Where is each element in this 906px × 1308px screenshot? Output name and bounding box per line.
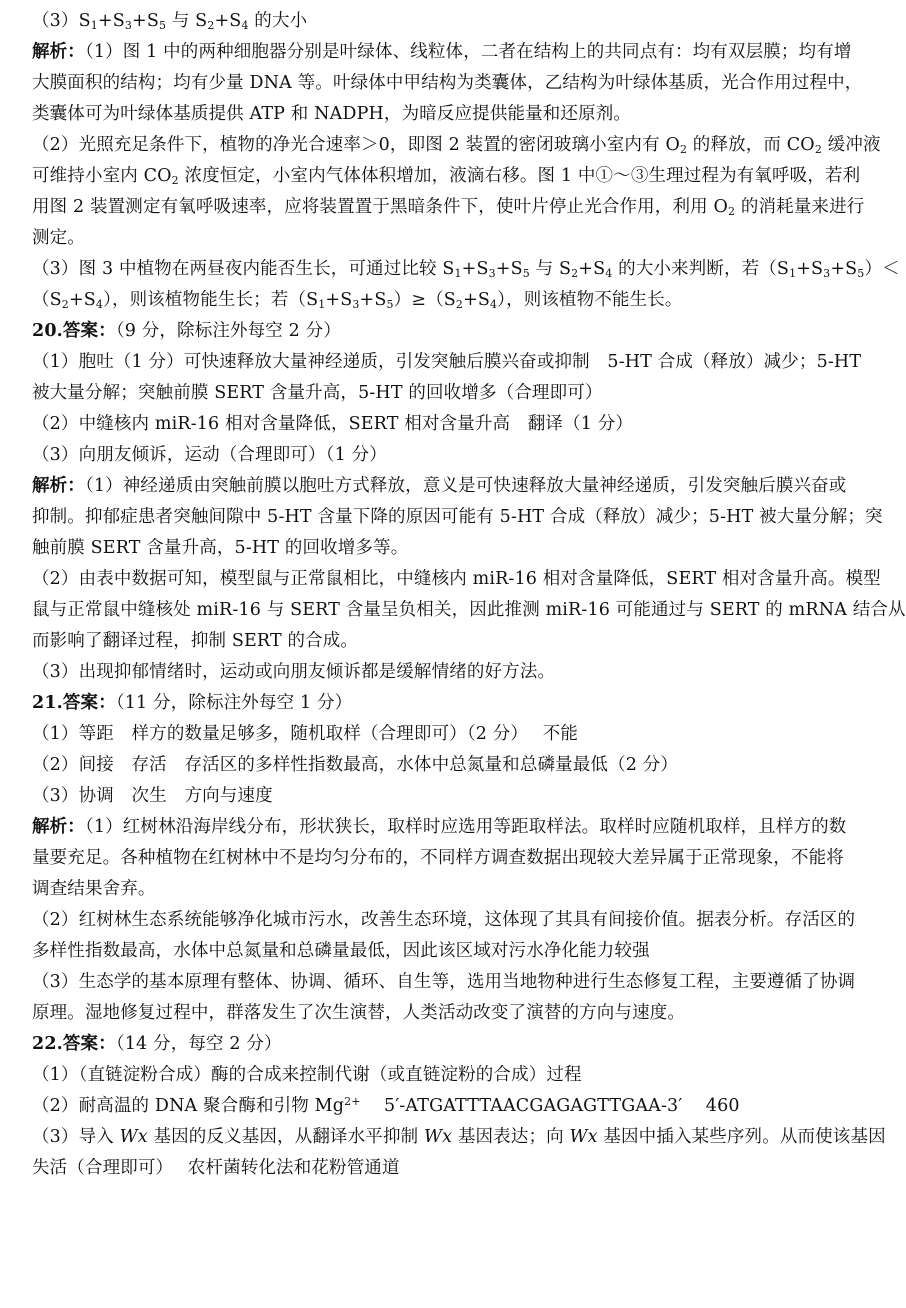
text-line [32,533,872,564]
text-line [32,192,872,223]
text-run: +S [132,11,159,31]
text-run: 而影响了翻译过程，抑制 SERT 的合成。 [32,631,359,651]
text-line [32,936,872,967]
subscript: 3 [124,19,132,32]
subscript: 2 [814,143,822,156]
text-line [32,316,872,347]
text-line [32,37,872,68]
text-run: 的释放，而 CO [687,135,815,155]
text-line [32,781,872,812]
subscript: 1 [90,19,98,32]
text-run: （3）生态学的基本原理有整体、协调、循环、自生等，选用当地物种进行生态修复工程，主要遵循了协调 [32,972,856,992]
subscript: 2 [571,267,579,280]
text-line [32,6,872,37]
text-line [32,750,872,781]
text-run: 与 S [529,259,572,279]
subscript: 2 [727,205,736,218]
text-run: +S [495,259,523,279]
text-run: （1）胞吐（1 分）可快速释放大量神经递质，引发突触后膜兴奋或抑制 5-HT 合成（释放）减少；5-HT [32,352,862,372]
text-run: 类囊体可为叶绿体基质提供 ATP 和 NADPH，为暗反应提供能量和还原剂。 [32,104,632,124]
text-run: +S [97,11,125,31]
text-run: 原理。湿地修复过程中，群落发生了次生演替，人类活动改变了演替的方向与速度。 [32,1003,686,1023]
subscript: 2 [679,143,688,156]
text-run: （11 分，除标注外每空 1 分） [115,693,353,713]
text-run: （3）出现抑郁情绪时，运动或向朋友倾诉都是缓解情绪的好方法。 [32,662,556,682]
text-run: （9 分，除标注外每空 2 分） [115,321,341,341]
text-line [32,68,872,99]
text-run: 的大小 [248,11,308,31]
text-line [32,1091,872,1122]
text-run: 失活（合理即可） 农杆菌转化法和花粉管通道 [32,1158,400,1178]
subscript: 1 [318,298,326,311]
subscript: 2 [61,298,69,311]
text-run: 测定。 [32,228,85,248]
text-line [32,688,872,719]
text-line [32,843,872,874]
text-run: （1）神经递质由突触前膜以胞吐方式释放，意义是可快速释放大量神经递质，引发突触后膜兴奋或 [84,476,847,496]
text-run: 5′-ATGATTTAACGAGAGTTGAA-3′ 460 [360,1096,740,1116]
text-run: ）≥（S [393,290,456,310]
text-run: 的消耗量来进行 [735,197,865,217]
text-line [32,1029,872,1060]
subscript: 2 [455,298,464,311]
text-run: （2）间接 存活 存活区的多样性指数最高，水体中总氮量和总磷量最低（2 分） [32,755,679,775]
text-run: +S [359,290,387,310]
subscript: 5 [386,298,394,311]
text-run: 用图 2 装置测定有氧呼吸速率，应将装置置于黑暗条件下，使叶片停止光合作用，利用 O [32,197,728,217]
text-line [32,626,872,657]
section-label: 21.答案： [32,693,116,713]
text-run: （S [32,290,62,310]
text-run: +S [830,259,858,279]
text-line [32,223,872,254]
text-line [32,347,872,378]
text-line [32,471,872,502]
text-run: ）＜ [864,259,900,279]
text-run: （1）（直链淀粉合成）酶的合成来控制代谢（或直链淀粉的合成）过程 [32,1065,582,1085]
text-run: （2）光照充足条件下，植物的净光合速率＞0，即图 2 装置的密闭玻璃小室内有 O [32,135,680,155]
text-run: 多样性指数最高，水体中总氮量和总磷量最低，因此该区域对污水净化能力较强 [32,941,650,961]
subscript: 1 [454,267,462,280]
text-line [32,378,872,409]
subscript: 5 [158,19,167,32]
text-run: ），则该植物不能生长。 [497,290,683,310]
text-line [32,657,872,688]
subscript: 3 [352,298,360,311]
text-line [32,719,872,750]
text-run: 与 S [166,11,208,31]
subscript: 4 [490,298,498,311]
text-run: 浓度恒定，小室内气体体积增加，液滴右移。图 1 中①～③生理过程为有氧呼吸，若利 [178,166,861,186]
subscript: 2 [207,19,215,32]
text-run: 量要充足。各种植物在红树林中不是均匀分布的，不同样方调查数据出现较大差异属于正常现象，不能将 [32,848,844,868]
text-run: （1）图 1 中的两种细胞器分别是叶绿体、线粒体，二者在结构上的共同点有：均有双层膜；均有增 [84,42,852,62]
text-line [32,967,872,998]
text-run: （3）S [32,11,91,31]
text-line [32,1153,872,1184]
text-line [32,440,872,471]
text-run: +S [325,290,353,310]
section-label: 解析： [32,476,85,496]
subscript: 4 [95,298,104,311]
text-line [32,285,872,316]
subscript: 4 [241,19,249,32]
text-run: +S [796,259,824,279]
text-run: 鼠与正常鼠中缝核处 miR-16 与 SERT 含量呈负相关，因此推测 miR-16 可能通过与 SERT 的 mRNA 结合从 [32,600,906,620]
subscript: 5 [857,267,865,280]
text-run: （3）协调 次生 方向与速度 [32,786,273,806]
text-line [32,1060,872,1091]
subscript: 1 [789,267,797,280]
text-run: Wx [423,1127,453,1147]
text-run: +S [461,259,489,279]
text-run: （1）等距 样方的数量足够多，随机取样（合理即可）（2 分） 不能 [32,724,578,744]
text-run: （2）中缝核内 miR-16 相对含量降低，SERT 相对含量升高 翻译（1 分） [32,414,634,434]
text-line [32,99,872,130]
text-line [32,874,872,905]
text-run: （2）耐高温的 DNA 聚合酶和引物 Mg [32,1096,345,1116]
text-run: 被大量分解；突触前膜 SERT 含量升高，5-HT 的回收增多（合理即可） [32,383,603,403]
text-run: 触前膜 SERT 含量升高，5-HT 的回收增多等。 [32,538,409,558]
section-label: 解析： [32,42,85,62]
text-line [32,564,881,595]
text-run: +S [68,290,96,310]
text-run: Wx [569,1127,598,1147]
subscript: 4 [605,267,613,280]
text-run: +S [214,11,242,31]
text-run: 基因表达；向 [452,1127,570,1147]
text-line [32,130,881,161]
superscript: 2+ [344,1095,361,1108]
text-run: （14 分，每空 2 分） [115,1034,282,1054]
text-line [32,998,872,1029]
text-run: 调查结果舍弃。 [32,879,156,899]
section-label: 20.答案： [32,321,116,341]
text-line [32,595,906,626]
text-run: 的大小来判断，若（S [612,259,790,279]
text-run: 抑制。抑郁症患者突触间隙中 5-HT 含量下降的原因可能有 5-HT 合成（释放）减少；5-HT 被大量分解；突 [32,507,883,527]
text-line [32,502,883,533]
text-run: （1）红树林沿海岸线分布，形状狭长，取样时应选用等距取样法。取样时应随机取样，且样方的数 [84,817,847,837]
subscript: 3 [488,267,496,280]
section-label: 解析： [32,817,85,837]
answer-key-text [32,6,906,1184]
text-run: 大膜面积的结构；均有少量 DNA 等。叶绿体中甲结构为类囊体，乙结构为叶绿体基质，光合作用过程中， [32,73,863,93]
subscript: 5 [522,267,530,280]
section-label: 22.答案： [32,1034,116,1054]
text-run: （3）向朋友倾诉，运动（合理即可）（1 分） [32,445,387,465]
text-run: +S [463,290,491,310]
text-run: ），则该植物能生长；若（S [103,290,319,310]
text-run: +S [578,259,606,279]
text-run: 缓冲液 [821,135,881,155]
text-line [32,161,872,192]
text-run: （2）由表中数据可知，模型鼠与正常鼠相比，中缝核内 miR-16 相对含量降低，SERT 相对含量升高。模型 [32,569,881,589]
text-line [32,1122,886,1153]
text-run: 基因的反义基因，从翻译水平抑制 [147,1127,424,1147]
text-run: （3）图 3 中植物在两昼夜内能否生长，可通过比较 S [32,259,455,279]
text-run: （2）红树林生态系统能够净化城市污水，改善生态环境，这体现了其具有间接价值。据表分析。存活区的 [32,910,856,930]
text-run: 基因中插入某些序列。从而使该基因 [597,1127,886,1147]
text-run: （3）导入 [32,1127,120,1147]
text-line [32,905,872,936]
text-run: Wx [119,1127,148,1147]
text-line [32,409,872,440]
text-run: 可维持小室内 CO [32,166,172,186]
text-line [32,812,872,843]
subscript: 3 [823,267,831,280]
text-line [32,254,900,285]
subscript: 2 [171,174,179,187]
